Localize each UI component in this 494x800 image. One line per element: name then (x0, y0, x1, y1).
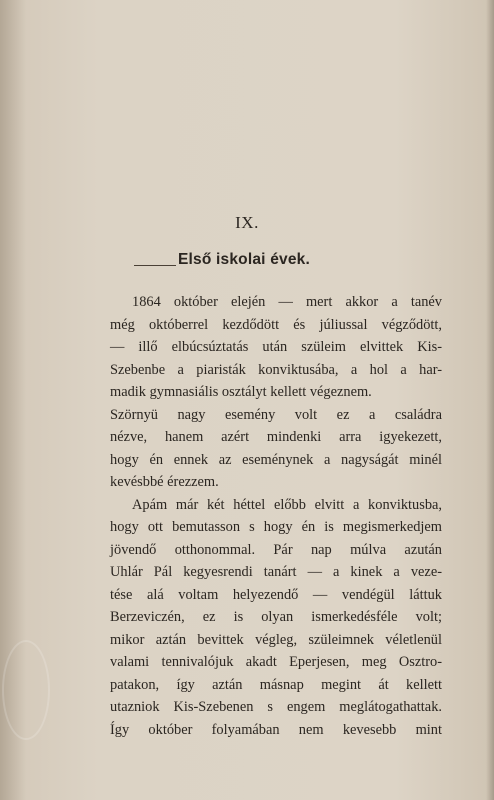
body-text (110, 291, 442, 741)
text-line: mikor aztán bevittek végleg, szüleimnek véletlenül (110, 631, 442, 648)
text-line: utazniok Kis-Szebenen s engem meglátogathattak. (110, 699, 442, 715)
text-line: jövendő otthonommal. Pár nap múlva azután (110, 541, 442, 558)
page-edge-shadow (486, 0, 494, 800)
text-line: Szörnyü nagy esemény volt ez a családra (110, 406, 442, 423)
text-line: még októberrel kezdődött és júliussal végződött, (110, 316, 442, 333)
text-line: madik gymnasiális osztályt kellett végeznem. (110, 384, 372, 400)
text-line: nézve, hanem azért mindenki arra igyekezett, (110, 429, 442, 445)
text-line: — illő elbúcsúztatás után szüleim elvittek Kis- (110, 339, 442, 355)
library-stamp (2, 640, 50, 740)
text-line: Uhlár Pál kegyesrendi tanárt — a kinek a veze- (110, 564, 442, 580)
text-line: Apám már két héttel előbb elvitt a konviktusba, (132, 496, 442, 513)
chapter-number: IX. (235, 213, 259, 232)
text-line: kevésbbé érezzem. (110, 474, 219, 490)
chapter-title: Első iskolai évek. (178, 251, 310, 268)
title-rule (134, 265, 176, 266)
text-line: patakon, így aztán másnap megint át kellett (110, 676, 442, 693)
text-line: hogy én ennek az eseménynek a nagyságát minél (110, 451, 442, 468)
text-line: Berzeviczén, ez is olyan ismerkedésféle volt; (110, 609, 442, 625)
text-line: valami tennivalójuk akadt Eperjesen, meg Osztro- (110, 654, 442, 670)
text-line: Szebenbe a piaristák konviktusába, a hol a har- (110, 361, 442, 378)
text-line: tése alá voltam helyezendő — vendégül láttuk (110, 586, 442, 603)
text-line: hogy ott bemutasson s hogy én is megismerkedjem (110, 519, 442, 535)
text-line: 1864 október elején — mert akkor a tanév (132, 294, 442, 310)
text-line: Így október folyamában nem kevesebb mint (110, 721, 442, 738)
